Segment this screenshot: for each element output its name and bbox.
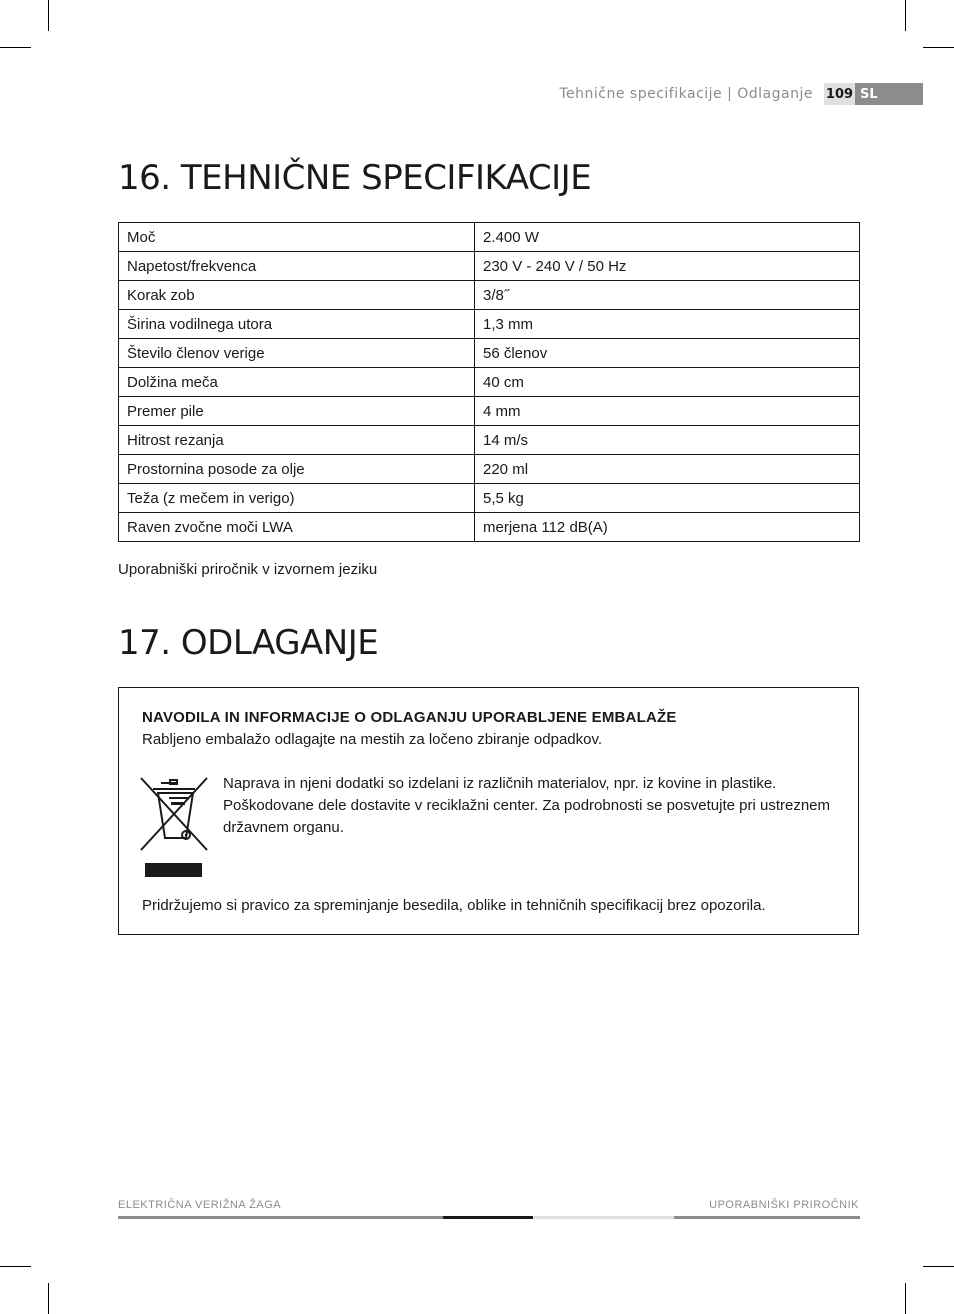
crop-mark [48, 1283, 49, 1314]
spec-value: 56 členov [475, 339, 860, 368]
table-row [119, 397, 860, 426]
spec-label: Število členov verige [119, 339, 475, 368]
footer-rule [118, 1216, 443, 1219]
table-row [119, 426, 860, 455]
footer-rule [674, 1216, 860, 1219]
crop-mark [48, 0, 49, 31]
disposal-heading: 17. ODLAGANJE [118, 623, 379, 663]
spec-label: Korak zob [119, 281, 475, 310]
table-row [119, 310, 860, 339]
table-row [119, 455, 860, 484]
spec-value: merjena 112 dB(A) [475, 513, 860, 542]
footer-rule [533, 1216, 674, 1219]
spec-value: 230 V - 240 V / 50 Hz [475, 252, 860, 281]
weee-crossed-bin-icon [139, 776, 209, 880]
disposal-paragraph: Naprava in njeni dodatki so izdelani iz različnih materialov, npr. iz kovine in plastike. Poškodovane dele dostavite v reciklažni center. Za podrobnosti se posvetujte pri ustreznem državnem organu. [223, 775, 831, 836]
disposal-box-title: NAVODILA IN INFORMACIJE O ODLAGANJU UPORABLJENE EMBALAŽE [142, 709, 677, 726]
spec-value: 3/8˝ [475, 281, 860, 310]
table-row [119, 339, 860, 368]
spec-label: Hitrost rezanja [119, 426, 475, 455]
original-language-note: Uporabniški priročnik v izvornem jeziku [118, 561, 378, 578]
spec-label: Napetost/frekvenca [119, 252, 475, 281]
spec-label: Premer pile [119, 397, 475, 426]
footer-product-name: ELEKTRIČNA VERIŽNA ŽAGA [118, 1199, 282, 1211]
spec-label: Širina vodilnega utora [119, 310, 475, 339]
table-row [119, 368, 860, 397]
spec-label: Dolžina meča [119, 368, 475, 397]
spec-value: 2.400 W [475, 223, 860, 252]
page-badge [824, 83, 923, 105]
running-header: Tehnične specifikacije | Odlaganje [559, 86, 813, 102]
spec-value: 40 cm [475, 368, 860, 397]
table-row [119, 252, 860, 281]
spec-label: Teža (z mečem in verigo) [119, 484, 475, 513]
disposal-info-box [118, 687, 859, 935]
footer-manual-label: UPORABNIŠKI PRIROČNIK [709, 1199, 859, 1211]
table-row [119, 484, 860, 513]
page-number: 109 [824, 83, 855, 105]
table-row [119, 513, 860, 542]
change-notice: Pridržujemo si pravico za spreminjanje besedila, oblike in tehničnih specifikacij brez opozorila. [142, 897, 766, 914]
spec-label: Moč [119, 223, 475, 252]
specs-heading: 16. TEHNIČNE SPECIFIKACIJE [118, 158, 592, 198]
spec-value: 5,5 kg [475, 484, 860, 513]
crop-mark [923, 47, 954, 48]
spec-label: Raven zvočne moči LWA [119, 513, 475, 542]
table-row [119, 223, 860, 252]
table-row [119, 281, 860, 310]
spec-value: 4 mm [475, 397, 860, 426]
crop-mark [905, 1283, 906, 1314]
spec-value: 1,3 mm [475, 310, 860, 339]
crop-mark [923, 1266, 954, 1267]
crop-mark [0, 47, 31, 48]
spec-value: 14 m/s [475, 426, 860, 455]
spec-value: 220 ml [475, 455, 860, 484]
disposal-box-subtitle: Rabljeno embalažo odlagajte na mestih za ločeno zbiranje odpadkov. [142, 731, 603, 748]
footer-rule [443, 1216, 533, 1219]
language-code: SL [855, 83, 923, 105]
specs-table [118, 222, 860, 542]
crop-mark [905, 0, 906, 31]
spec-label: Prostornina posode za olje [119, 455, 475, 484]
crop-mark [0, 1266, 31, 1267]
